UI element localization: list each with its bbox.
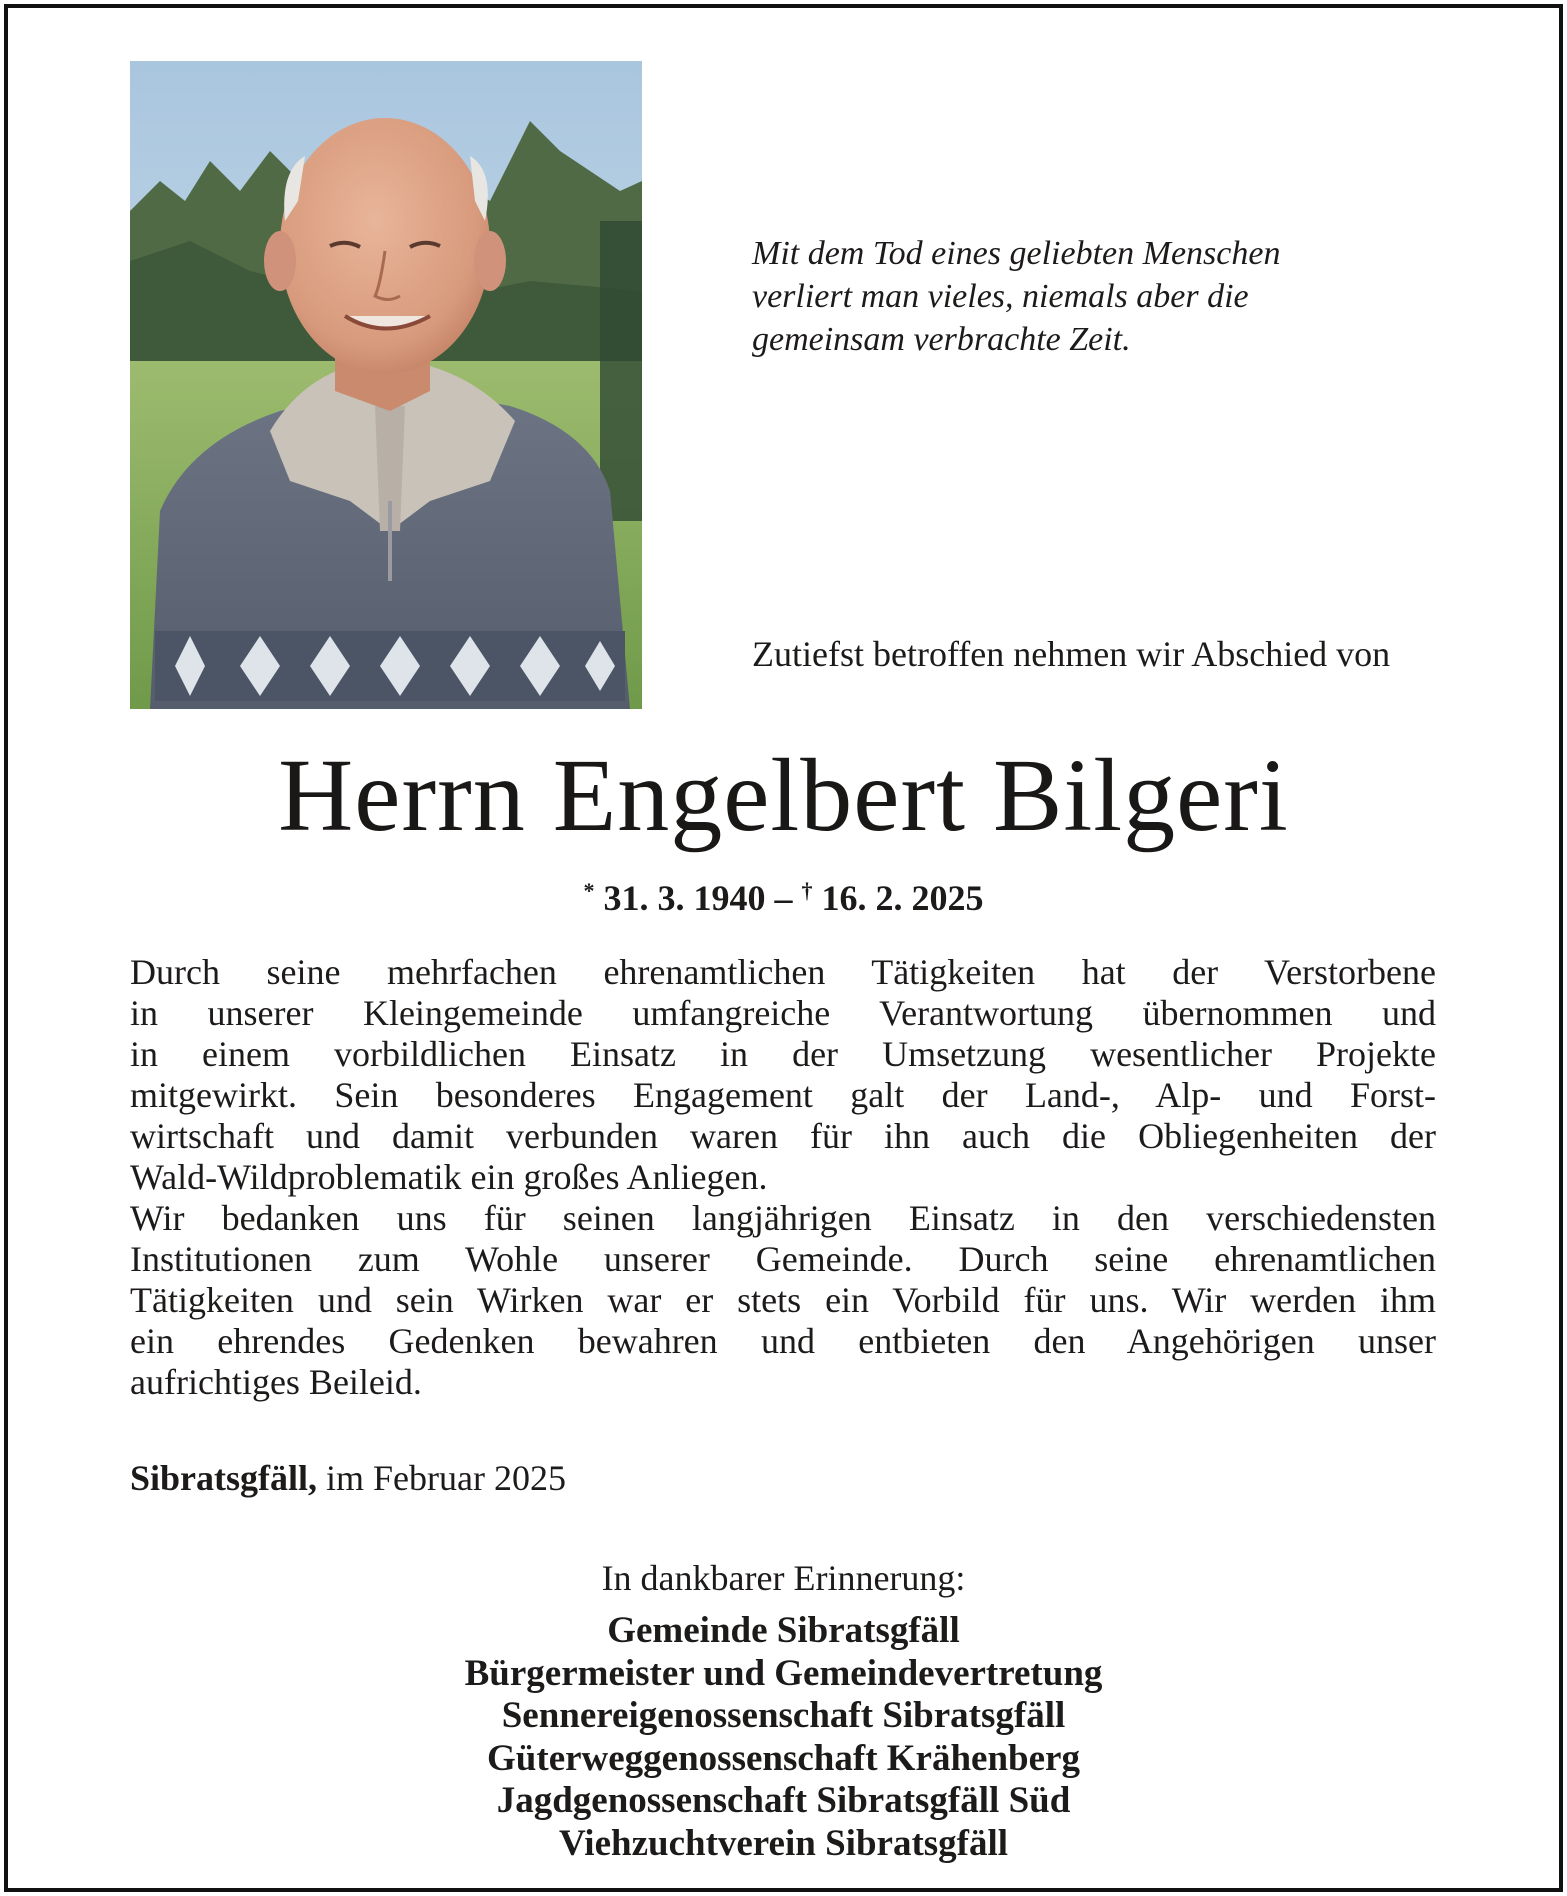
body-line: in unserer Kleingemeinde umfangreiche Verantwortung übernommen und xyxy=(130,993,1436,1033)
body-line: Institutionen zum Wohle unserer Gemeinde. Durch seine ehrenamtlichen xyxy=(130,1239,1436,1279)
signers-list xyxy=(0,1610,1567,1865)
memory-label: In dankbarer Erinnerung: xyxy=(601,1558,966,1598)
death-symbol: † xyxy=(801,878,813,903)
signer: Viehzuchtverein Sibratsgfäll xyxy=(558,1822,1009,1864)
signer: Gemeinde Sibratsgfäll xyxy=(607,1610,960,1651)
body-line: in einem vorbildlichen Einsatz in der Umsetzung wesentlicher Projekte xyxy=(130,1034,1436,1074)
memorial-quote xyxy=(752,232,1452,361)
body-line: Wir bedanken uns für seinen langjährigen Einsatz in den verschiedensten xyxy=(130,1198,1436,1238)
place-name: Sibratsgfäll, xyxy=(130,1458,318,1498)
signer: Jagdgenossenschaft Sibratsgfäll Süd xyxy=(496,1780,1071,1821)
body-line: wirtschaft und damit verbunden waren für ihn auch die Obliegenheiten der xyxy=(130,1116,1436,1156)
body-line: ein ehrendes Gedenken bewahren und entbieten den Angehörigen unser xyxy=(130,1321,1436,1361)
quote-line: verliert man vieles, niemals aber die xyxy=(752,278,1249,315)
body-line: Tätigkeiten und sein Wirken war er stets ein Vorbild für uns. Wir werden ihm xyxy=(130,1280,1436,1320)
obituary-body xyxy=(130,952,1436,1403)
body-line: mitgewirkt. Sein besonderes Engagement galt der Land-, Alp- und Forst- xyxy=(130,1075,1436,1115)
place-date xyxy=(130,1456,566,1500)
body-line: aufrichtiges Beileid. xyxy=(130,1362,422,1402)
life-dates xyxy=(0,868,1567,921)
farewell-intro: Zutiefst betroffen nehmen wir Abschied von xyxy=(752,634,1391,674)
birth-symbol: * xyxy=(583,878,595,903)
date-text: im Februar 2025 xyxy=(326,1458,566,1498)
signer: Sennereigenossenschaft Sibratsgfäll xyxy=(501,1695,1066,1736)
quote-line: gemeinsam verbrachte Zeit. xyxy=(752,321,1131,358)
portrait-photo xyxy=(130,61,642,709)
signer: Güterweggenossenschaft Krähenberg xyxy=(487,1737,1080,1779)
quote-line: Mit dem Tod eines geliebten Menschen xyxy=(752,235,1281,272)
deceased-name: Herrn Engelbert Bilgeri xyxy=(278,738,1289,853)
date-separator: – xyxy=(774,878,793,918)
birth-date: 31. 3. 1940 xyxy=(603,878,766,918)
signer: Bürgermeister und Gemeindevertretung xyxy=(464,1652,1103,1694)
body-line: Wald-Wildproblematik ein großes Anliegen. xyxy=(130,1157,768,1197)
body-line: Durch seine mehrfachen ehrenamtlichen Tätigkeiten hat der Verstorbene xyxy=(130,952,1436,992)
death-date: 16. 2. 2025 xyxy=(821,878,984,918)
